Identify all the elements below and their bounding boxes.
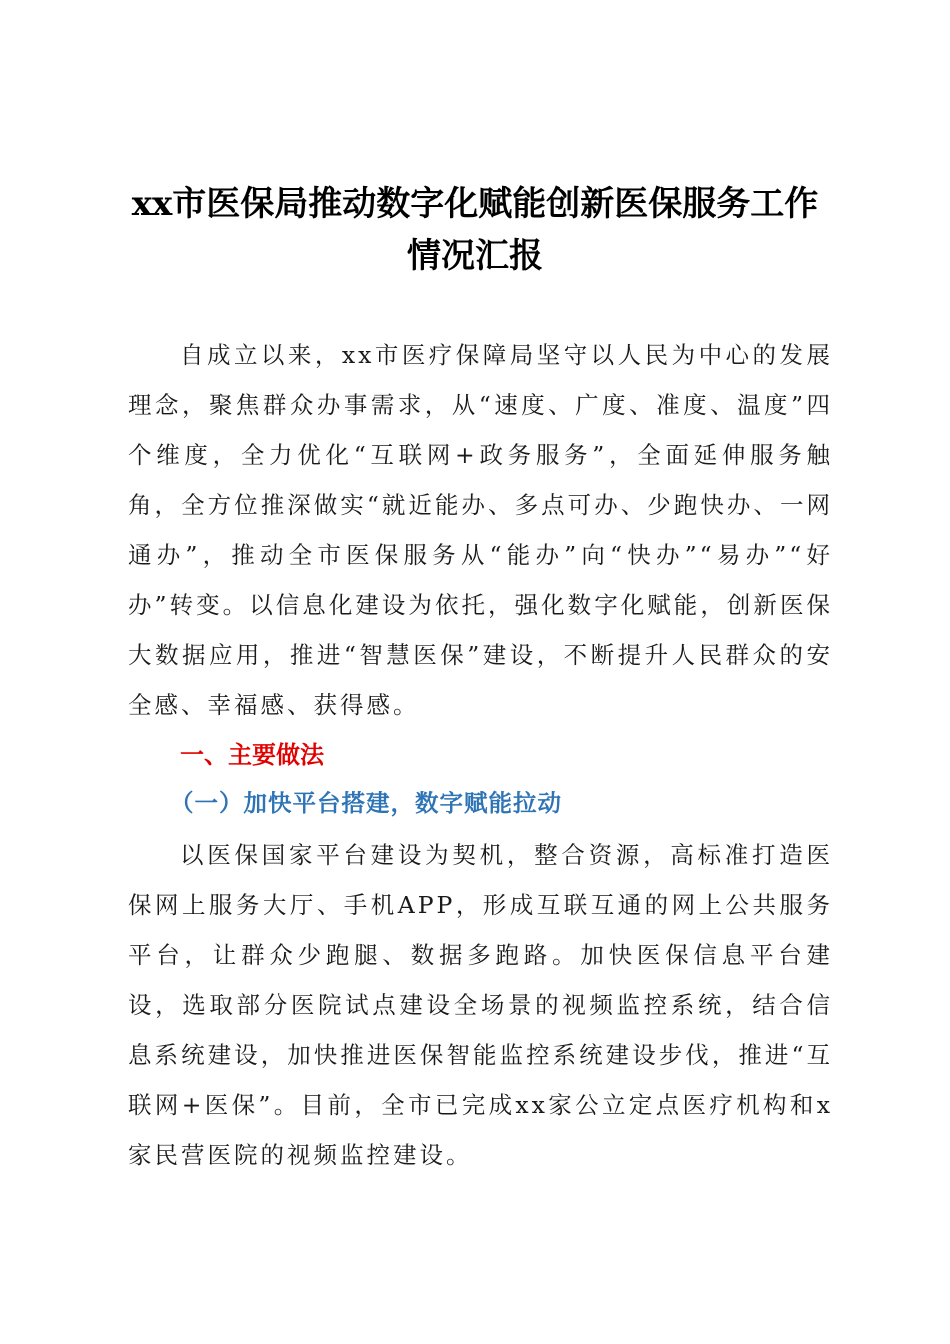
section-heading-main-practices: 一、主要做法 [180, 741, 324, 769]
document-title: xx市医保局推动数字化赋能创新医保服务工作情况汇报 [131, 184, 819, 276]
intro-paragraph: 自成立以来，xx市医疗保障局坚守以人民为中心的发展理念，聚焦群众办事需求，从“速度、广度、准度、温度”四个维度，全力优化“互联网+政务服务”，全面延伸服务触角，全方位推深做实“就近能办、多点可办、少跑快办、一网通办”，推动全市医保服务从“能办”向“快办”“易办”“好办”转变。以信息化建设为依托，强化数字化赋能，创新医保大数据应用，推进“智慧医保”建设，不断提升人民群众的安全感、幸福感、获得感。 [128, 341, 833, 719]
subsection-paragraph-platform: 以医保国家平台建设为契机，整合资源，高标准打造医保网上服务大厅、手机APP，形成互联互通的网上公共服务平台，让群众少跑腿、数据多跑路。加快医保信息平台建设，选取部分医院试点建设全场景的视频监控系统，结合信息系统建设，加快推进医保智能监控系统建设步伐，推进“互联网+医保”。目前，全市已完成xx家公立定点医疗机构和x家民营医院的视频监控建设。 [128, 841, 833, 1169]
subsection-heading-platform: （一）加快平台搭建，数字赋能拉动 [170, 789, 562, 817]
